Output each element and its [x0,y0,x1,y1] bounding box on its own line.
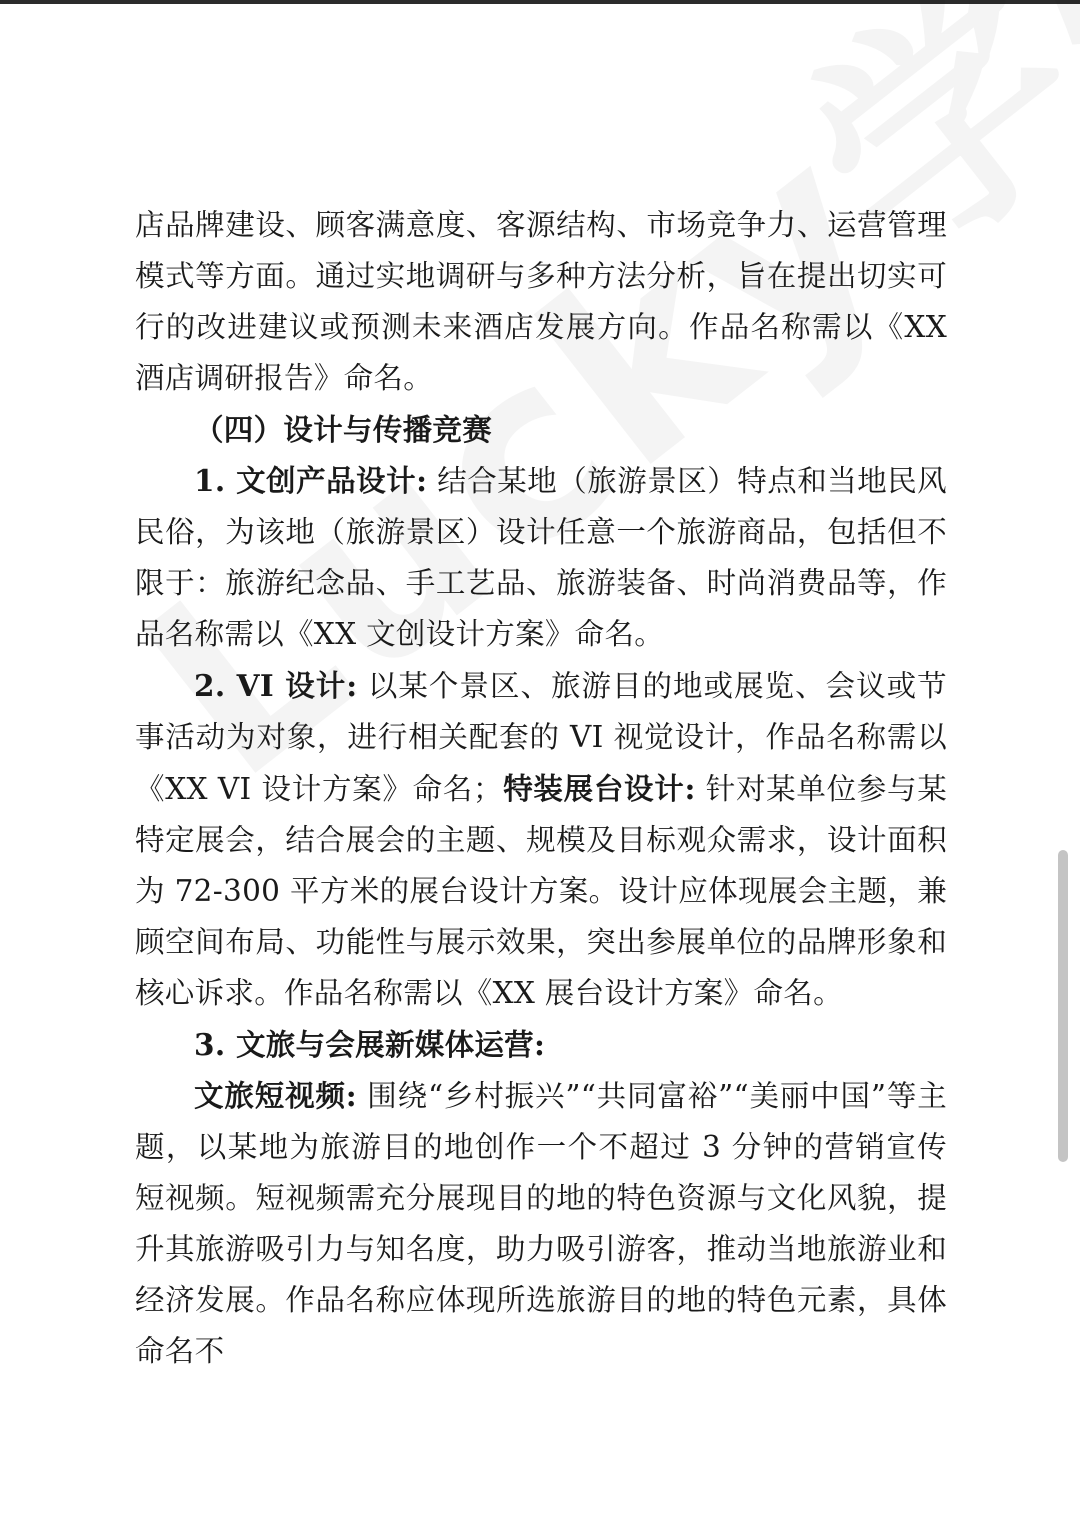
document-body [135,200,947,1377]
item-3a-title: 文旅短视频: [194,1078,357,1113]
paragraph-item-3a [135,1070,947,1377]
paragraph-hotel-report: 店品牌建设、顾客满意度、客源结构、市场竞争力、运营管理模式等方面。通过实地调研与多种方法分析，旨在提出切实可行的改进建议或预测未来酒店发展方向。作品名称需以《XX 酒店调研报告》命名。 [135,208,947,395]
item-1-title: 1. 文创产品设计: [194,463,428,498]
item-3a-text: 围绕“乡村振兴”“共同富裕”“美丽中国”等主题，以某地为旅游目的地创作一个不超过 3 分钟的营销宣传短视频。短视频需充分展现目的地的特色资源与文化风貌，提升其旅游吸引力与知名度，助力吸引游客，推动当地旅游业和经济发展。作品名称应体现所选旅游目的地的特色元素，具体命名不 [135,1079,947,1368]
item-2b-text: 针对某单位参与某特定展会，结合展会的主题、规模及目标观众需求，设计面积为 72-300 平方米的展台设计方案。设计应体现展会主题，兼顾空间布局、功能性与展示效果，突出参展单位的品牌形象和核心诉求。作品名称需以《XX 展台设计方案》命名。 [135,772,947,1010]
item-2-title: 2. VI 设计: [194,668,358,703]
section-heading-design-competition: （四）设计与传播竞赛 [194,412,493,447]
item-1-text: 结合某地（旅游景区）特点和当地民风民俗，为该地（旅游景区）设计任意一个旅游商品，包括但不限于：旅游纪念品、手工艺品、旅游装备、时尚消费品等，作品名称需以《XX 文创设计方案》命名。 [135,464,947,651]
item-2-text: 以某个景区、旅游目的地或展览、会议或节事活动为对象，进行相关配套的 VI 视觉设计，作品名称需以《XX VI 设计方案》命名； [135,669,947,806]
item-3-heading: 3. 文旅与会展新媒体运营: [194,1027,546,1062]
vertical-scrollbar[interactable] [1058,850,1068,1162]
item-2b-title: 特装展台设计: [502,771,696,806]
paragraph-item-2 [135,660,947,1019]
paragraph-item-1 [135,455,947,660]
